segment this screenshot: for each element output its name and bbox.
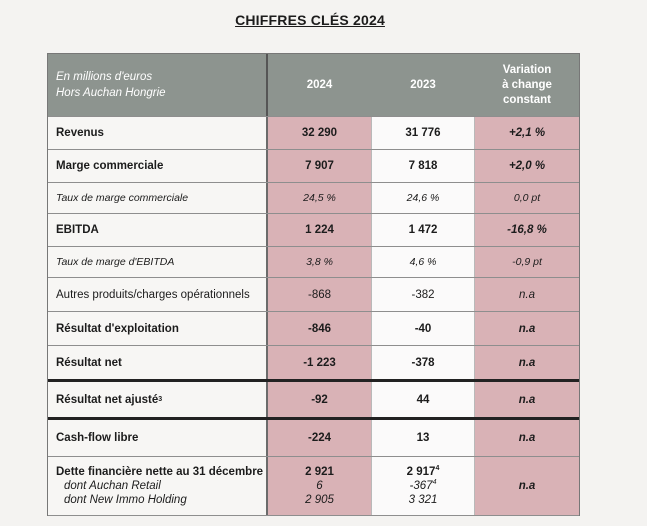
header-variation-line2: à change (502, 78, 552, 91)
value-2023: 13 (371, 420, 475, 456)
value-2024: -92 (266, 382, 371, 417)
debt-2023 (407, 465, 440, 479)
value-2024: -1 223 (266, 346, 371, 379)
row-label: Taux de marge d'EBITDA (48, 247, 266, 277)
value-2023: -40 (371, 312, 475, 345)
header-label (48, 54, 266, 116)
row-label: Autres produits/charges opérationnels (48, 278, 266, 311)
value-2024: -224 (266, 420, 371, 456)
key-figures-table (47, 53, 580, 516)
value-2024 (266, 457, 371, 515)
value-2023: 7 818 (371, 150, 475, 182)
table-row (48, 150, 579, 183)
value-2023: 24,6 % (371, 183, 475, 213)
header-2023: 2023 (371, 54, 475, 116)
value-2023: -382 (371, 278, 475, 311)
table-row (48, 312, 579, 346)
row-label: Résultat net ajusté 3 (48, 382, 266, 417)
value-2023 (371, 457, 475, 515)
debt-2023-value: 2 917 (406, 466, 436, 478)
value-variation: -16,8 % (475, 214, 579, 246)
value-2023: -378 (371, 346, 475, 379)
value-2024: -846 (266, 312, 371, 345)
footnote-ref: 4 (432, 479, 437, 487)
header-variation (475, 54, 579, 116)
value-variation: n.a (475, 346, 579, 379)
table-row (48, 117, 579, 150)
debt-2023-sub1 (410, 479, 437, 493)
value-variation: n.a (475, 420, 579, 456)
value-variation: +2,0 % (475, 150, 579, 182)
debt-2024-sub1: 6 (316, 480, 323, 492)
debt-sub1-label: dont Auchan Retail (64, 480, 161, 492)
row-label-text: Résultat net ajusté (56, 393, 159, 406)
header-label-line2: Hors Auchan Hongrie (56, 87, 166, 99)
debt-2024: 2 921 (305, 466, 334, 478)
debt-2023-sub2: 3 321 (408, 494, 438, 506)
table-row (48, 278, 579, 312)
value-variation: -0,9 pt (475, 247, 579, 277)
value-variation: 0,0 pt (475, 183, 579, 213)
row-label: Revenus (48, 117, 266, 149)
value-2024: 1 224 (266, 214, 371, 246)
debt-label: Dette financière nette au 31 décembre (56, 466, 264, 478)
value-2023: 4,6 % (371, 247, 475, 277)
table-row (48, 420, 579, 457)
value-variation: n.a (475, 457, 579, 515)
table-row (48, 247, 579, 278)
header-variation-line1: Variation (502, 63, 552, 76)
table-row (48, 346, 579, 382)
row-label: Résultat net (48, 346, 266, 379)
header-variation-line3: constant (503, 93, 551, 106)
value-2024: 7 907 (266, 150, 371, 182)
value-2023: 1 472 (371, 214, 475, 246)
row-label: Marge commerciale (48, 150, 266, 182)
debt-sub2-label: dont New Immo Holding (64, 494, 187, 506)
row-label: Taux de marge commerciale (48, 183, 266, 213)
row-label: Cash-flow libre (48, 420, 266, 456)
value-variation: n.a (475, 312, 579, 345)
value-2024: 3,8 % (266, 247, 371, 277)
value-2024: 32 290 (266, 117, 371, 149)
table-header (48, 54, 579, 117)
debt-2023-sub1-value: -367 (409, 480, 433, 492)
footnote-ref: 4 (435, 465, 440, 473)
value-2024: 24,5 % (266, 183, 371, 213)
value-2023: 44 (371, 382, 475, 417)
debt-2024-sub2: 2 905 (305, 494, 334, 506)
row-label (48, 457, 266, 515)
header-2024: 2024 (266, 54, 371, 116)
row-label: EBITDA (48, 214, 266, 246)
table-row (48, 457, 579, 516)
value-variation: +2,1 % (475, 117, 579, 149)
page-title: CHIFFRES CLÉS 2024 (235, 12, 385, 28)
row-label: Résultat d'exploitation (48, 312, 266, 345)
value-variation: n.a (475, 382, 579, 417)
header-label-line1: En millions d'euros (56, 71, 153, 83)
value-variation: n.a (475, 278, 579, 311)
table-row (48, 382, 579, 420)
table-row (48, 183, 579, 214)
value-2024: -868 (266, 278, 371, 311)
value-2023: 31 776 (371, 117, 475, 149)
table-row (48, 214, 579, 247)
